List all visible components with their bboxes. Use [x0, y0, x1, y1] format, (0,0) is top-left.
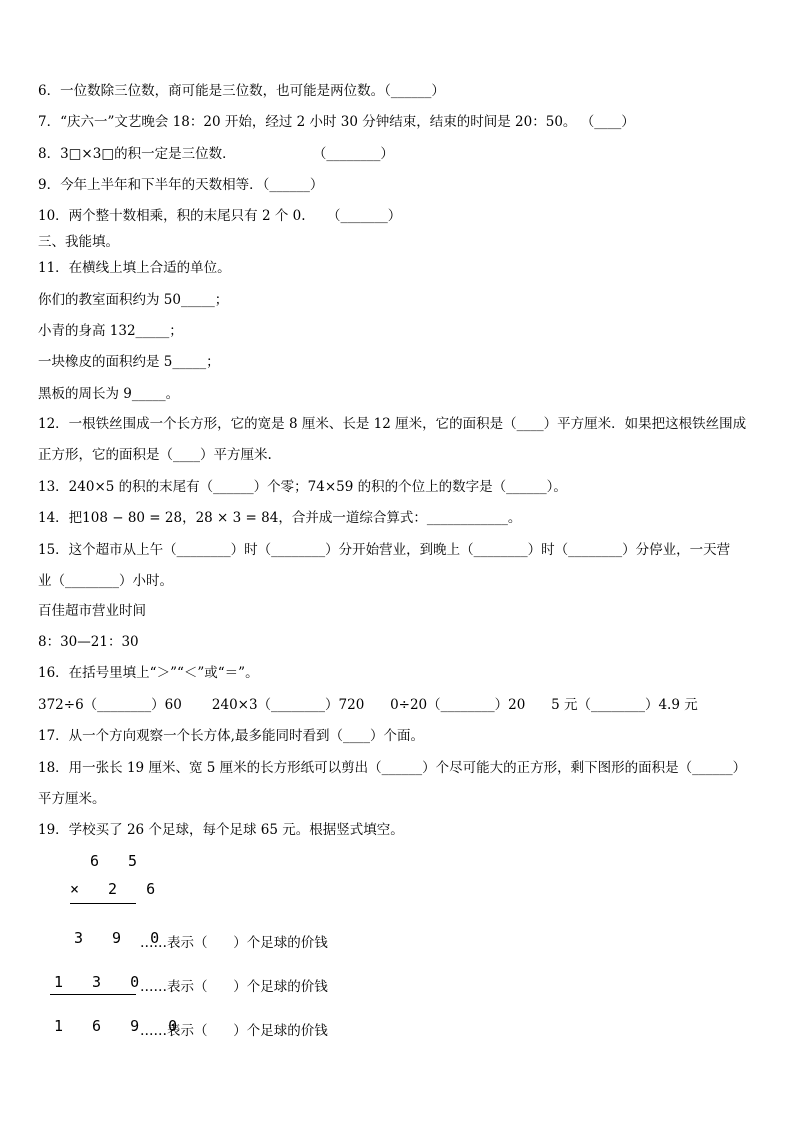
question-15-hours: 8：30—21：30: [38, 634, 139, 650]
vertical-partial-1: 3 9 0: [74, 929, 170, 947]
question-18-line-2: 平方厘米。: [38, 791, 106, 807]
partial-1-note: ……表示（ ）个足球的价钱: [140, 935, 328, 951]
question-13: 13．240×5 的积的末尾有（______）个零；74×59 的积的个位上的数字是（______）。: [38, 479, 567, 495]
question-11-item-a: 你们的教室面积约为 50_____；: [38, 292, 229, 308]
vertical-multiplicand: 6 5: [90, 852, 148, 870]
question-6: 6．一位数除三位数，商可能是三位数，也可能是两位数。（______）: [38, 83, 445, 99]
question-15-line-2: 业（________）小时。: [38, 573, 173, 589]
section-3-heading: 三、我能填。: [38, 234, 119, 250]
question-12-line-2: 正方形，它的面积是（____）平方厘米.: [38, 447, 272, 463]
question-11-item-b: 小青的身高 132_____；: [38, 323, 183, 339]
question-19: 19．学校买了 26 个足球，每个足球 65 元。根据竖式填空。: [38, 822, 404, 838]
question-18-line-1: 18．用一张长 19 厘米、宽 5 厘米的长方形纸可以剪出（______）个尽可能大的正方形，剩下图形的面积是（______）: [38, 760, 747, 776]
question-15-caption: 百佳超市营业时间: [38, 603, 146, 619]
question-12-line-1: 12．一根铁丝围成一个长方形，它的宽是 8 厘米、长是 12 厘米，它的面积是（____）平方厘米．如果把这根铁丝围成: [38, 416, 747, 432]
question-15-line-1: 15．这个超市从上午（________）时（________）分开始营业，到晚上（________）时（________）分停业，一天营: [38, 542, 731, 558]
question-14: 14．把108 − 80 = 28，28 × 3 = 84，合并成一道综合算式：____________。: [38, 510, 522, 526]
question-7: 7．“庆六一”文艺晚会 18：20 开始，经过 2 小时 30 分钟结束，结束的时间是 20：50。 （____）: [38, 114, 635, 130]
question-11-item-c: 一块橡皮的面积约是 5_____；: [38, 354, 220, 370]
product-note: ……表示（ ）个足球的价钱: [140, 1023, 328, 1039]
question-8: 8．3□×3□的积一定是三位数． （________）: [38, 146, 394, 162]
partial-2-note: ……表示（ ）个足球的价钱: [140, 979, 328, 995]
question-16-items: 372÷6（________）60 240×3（________）720 0÷20（________）20 5 元（________）4.9 元: [38, 697, 698, 713]
question-17: 17．从一个方向观察一个长方体,最多能同时看到（____）个面。: [38, 728, 424, 744]
vertical-rule-1: [70, 903, 136, 904]
question-10: 10．两个整十数相乘，积的末尾只有 2 个 0. （_______）: [38, 208, 402, 224]
question-9: 9．今年上半年和下半年的天数相等．（______）: [38, 177, 324, 193]
question-11: 11．在横线上填上合适的单位。: [38, 260, 231, 276]
question-11-item-d: 黑板的周长为 9_____。: [38, 386, 180, 402]
vertical-multiplier: × 2 6: [70, 880, 166, 898]
question-16: 16．在括号里填上“＞”“＜”或“＝”。: [38, 665, 259, 681]
vertical-partial-2: 1 3 0: [54, 973, 150, 991]
vertical-rule-2: [50, 994, 136, 995]
vertical-product: 1 6 9 0: [54, 1017, 188, 1035]
